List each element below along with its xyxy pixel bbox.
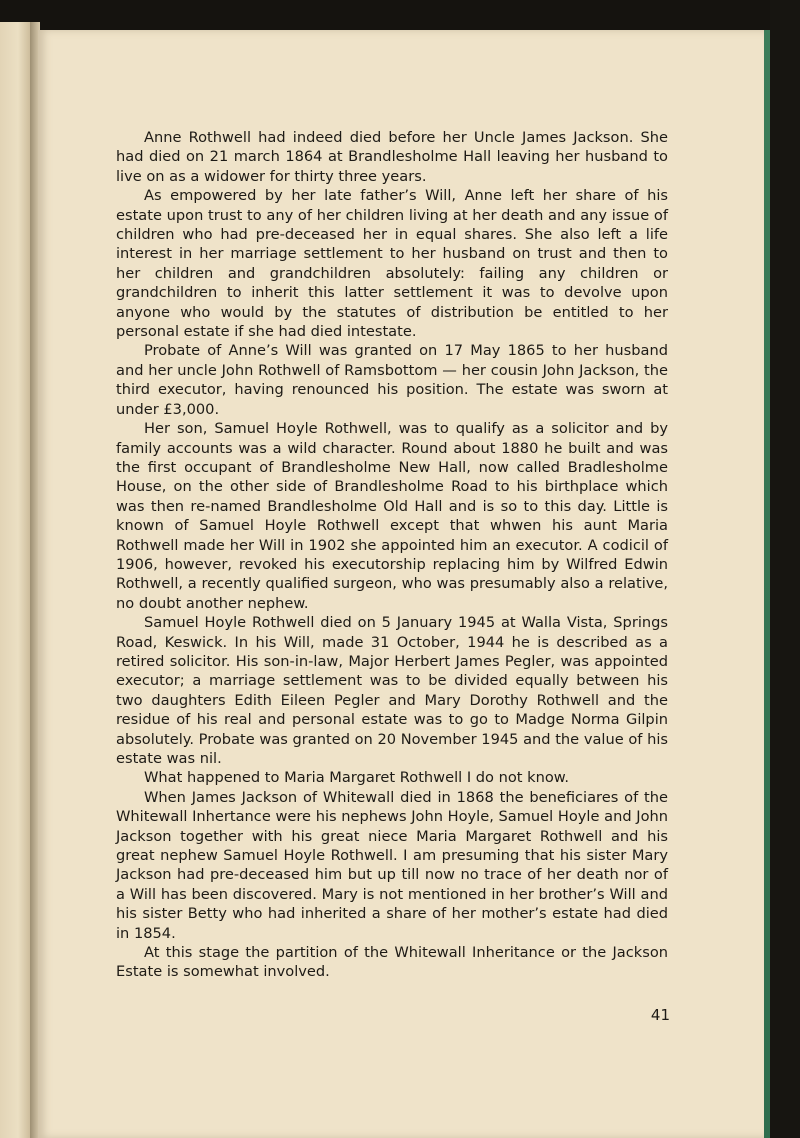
- paragraph: As empowered by her late father’s Will, Anne left her share of his estate upon trust to any of her children living at her death and any issue of children who had pre-deceased her in equal shares. She also left a life interest in her marriage settlement to her husband on trust and then to her children and grandchildren absolutely: failing any children or grandchildren to inherit this latter settlement it was to devolve upon anyone who would by the statutes of distribution be entitled to her personal estate if she had died intestate.: [116, 187, 668, 341]
- paragraph: Anne Rothwell had indeed died before her Uncle James Jackson. She had died on 21 march 1864 at Brandlesholme Hall leaving her husband to live on as a widower for thirty three years.: [116, 129, 668, 185]
- paragraph: Samuel Hoyle Rothwell died on 5 January 1945 at Walla Vista, Springs Road, Keswick. In his Will, made 31 October, 1944 he is described as a retired solicitor. His son-in-law, Major Herbert James Pegler, was appointed executor; a marriage settlement was to be divided equally between his two daughters Edith Eileen Pegler and Mary Dorothy Rothwell and the residue of his real and personal estate was to go to Madge Norma Gilpin absolutely. Probate was granted on 20 November 1945 and the value of his estate was nil.: [116, 614, 668, 767]
- paragraph: At this stage the partition of the Whitewall Inheritance or the Jackson Estate is somewhat involved.: [116, 944, 668, 981]
- page-number: 41: [650, 1006, 670, 1024]
- left-page-edge: [0, 22, 30, 1138]
- paragraph: When James Jackson of Whitewall died in 1868 the beneficiares of the Whitewall Inhertance were his nephews John Hoyle, Samuel Hoyle and John Jackson together with his great niece Maria Margaret Rothwell and his great nephew Samuel Hoyle Rothwell. I am presuming that his sister Mary Jackson had pre-deceased him but up till now no trace of her death nor of a Will has been discovered. Mary is not mentioned in her brother’s Will and his sister Betty who had inherited a share of her mother’s estate had died in 1854.: [116, 788, 668, 942]
- scan-background: [770, 0, 800, 1138]
- paragraph: What happened to Maria Margaret Rothwell I do not know.: [144, 769, 569, 787]
- body-text: [116, 128, 668, 982]
- paragraph: Probate of Anne’s Will was granted on 17 May 1865 to her husband and her uncle John Rothwell of Ramsbottom — her cousin John Jackson, the third executor, having renounced his position. The estate was sworn at under £3,000.: [116, 342, 668, 418]
- paragraph: Her son, Samuel Hoyle Rothwell, was to qualify as a solicitor and by family accounts was a wild character. Round about 1880 he built and was the first occupant of Brandlesholme New Hall, now called Bradlesholme House, on the other side of Brandlesholme Road to his birthplace which was then re-named Brandlesholme Old Hall and is so to this day. Little is known of Samuel Hoyle Rothwell except that whwen his aunt Maria Rothwell made her Will in 1902 she appointed him an executor. A codicil of 1906, however, revoked his executorship replacing him by Wilfred Edwin Rothwell, a recently qualified surgeon, who was presumably also a relative, no doubt another nephew.: [116, 420, 668, 612]
